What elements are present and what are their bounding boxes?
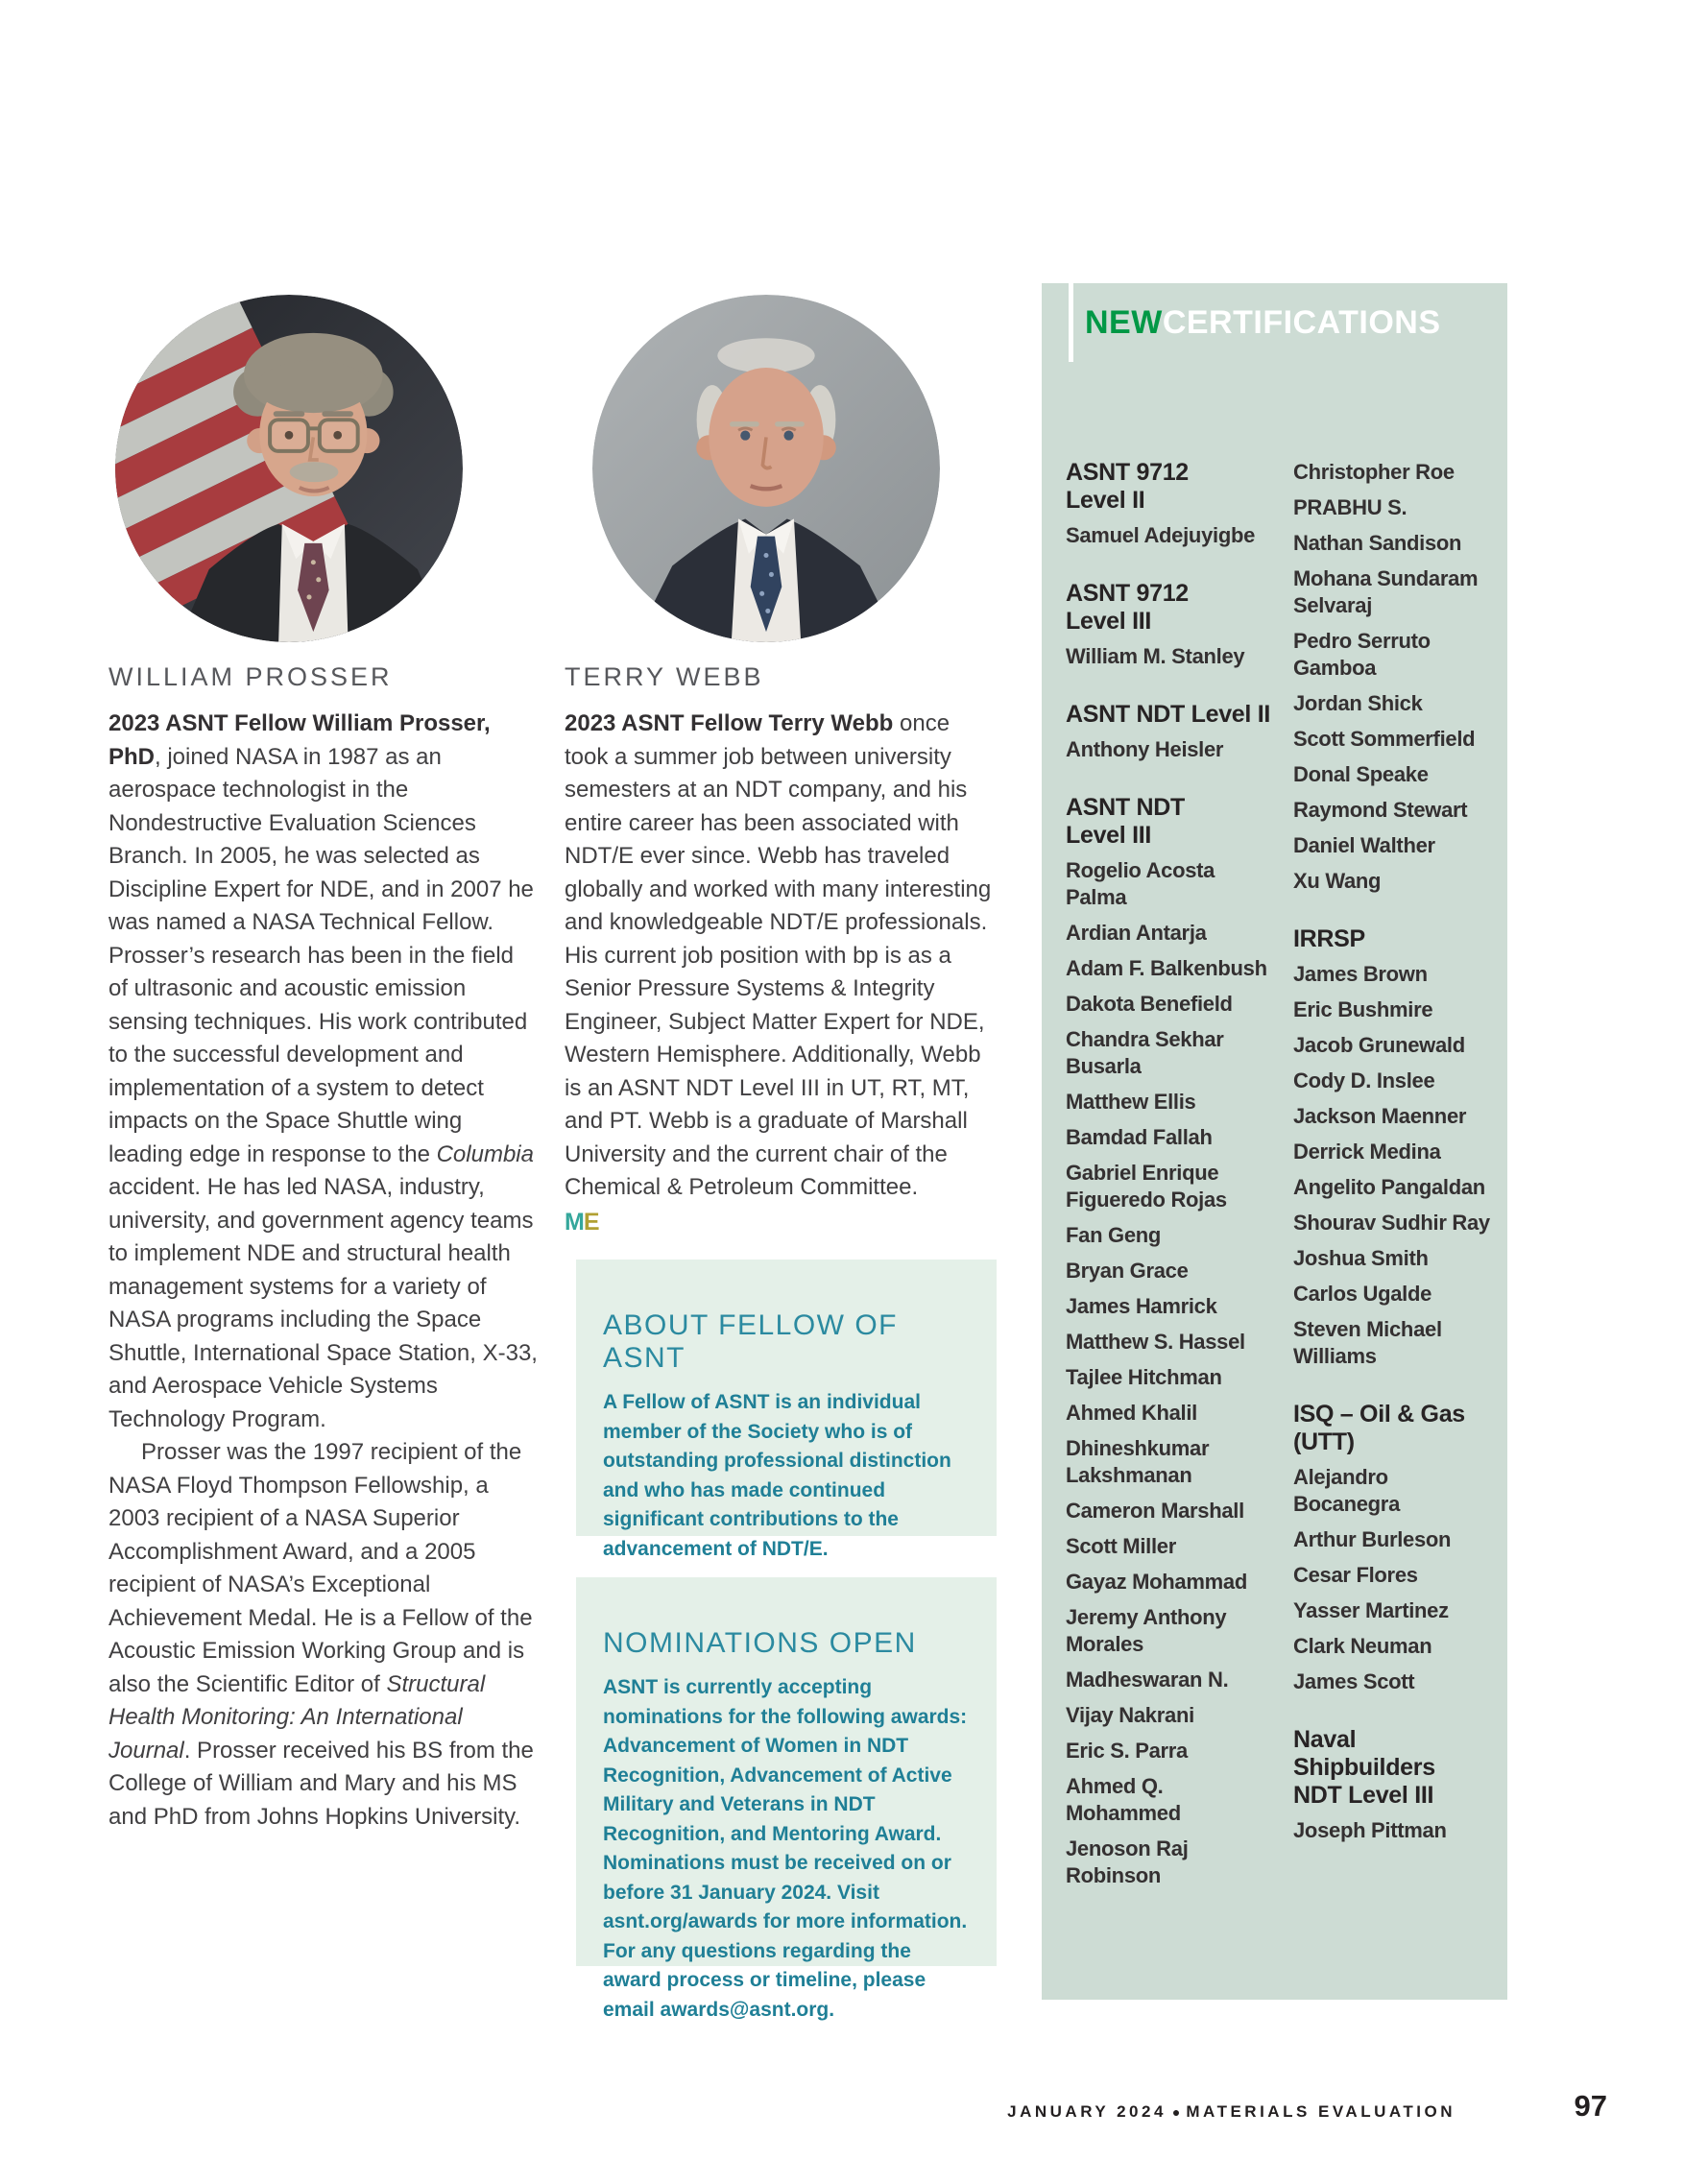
certification-name: Ardian Antarja [1066,921,1207,945]
footer-issue: JANUARY 2024 [1007,2102,1167,2121]
prosser-bio-section [108,662,538,1834]
certification-name: Anthony Heisler [1066,737,1224,761]
prosser-portrait-photo [115,295,463,642]
bio-paragraph [108,708,538,1436]
webb-bio-text [565,708,998,1205]
certification-name: Jordan Shick [1293,691,1423,715]
certification-name: Matthew Ellis [1066,1090,1196,1114]
prosser-bio-text [108,708,538,1834]
prosser-portrait-illustration [115,295,463,642]
bio-text-normal: once took a summer job between university semesters at an NDT company, and his entire career has been associated with NDT/E ever since. Webb has traveled globally and worked with many interesting and knowledgeable NDT/E professionals. His current job position with bp is as a Senior Pressure Systems & Integrity Engineer, Subject Matter Expert for NDE, Western Hemisphere. Additionally, Webb is an ASNT NDT Level III in UT, RT, MT, and PT. Webb is a graduate of Marshall University and the current chair of the Chemical & Petroleum Committee. [565,710,992,1200]
me-logo-m: M [565,1208,584,1236]
certification-name: Yasser Martinez [1293,1598,1449,1622]
footer-page-number: 97 [1574,2089,1607,2123]
certification-group-heading: Naval Shipbuilders NDT Level III [1293,1726,1435,1809]
new-certifications-header [1085,283,1441,362]
certification-name: Gabriel Enrique Figueredo Rojas [1066,1161,1227,1212]
bio-text-normal: . Prosser received his BS from the College of William and Mary and his MS and PhD from Johns Hopkins University. [108,1737,534,1830]
footer-publication: MATERIALS EVALUATION [1186,2102,1455,2121]
certification-name: Scott Miller [1066,1534,1176,1558]
webb-bio-section [565,662,998,1236]
certification-name: Dhineshkumar Lakshmanan [1066,1436,1210,1487]
certification-name: Jackson Maenner [1293,1104,1467,1128]
certification-name: Nathan Sandison [1293,531,1462,555]
materials-evaluation-end-logo [565,1209,998,1236]
certification-name: Cesar Flores [1293,1563,1418,1587]
certification-group [1293,459,1495,895]
certification-name: PRABHU S. [1293,495,1407,519]
certification-name: Steven Michael Williams [1293,1317,1442,1368]
nominations-body: ASNT is currently accepting nominations for the following awards: Advancement of Women in NDT Recognition, Advancement of Active Military and Veterans in NDT Recognition, and Mentoring Award. Nominations must be received on or before 31 January 2024. Visit asnt.org/awards for more information. For any questions regarding the award process or timeline, please email awards@asnt.org. [603,1676,968,2021]
certifications-column-left [1066,459,1279,1920]
certification-name: James Scott [1293,1669,1415,1693]
certification-name: Xu Wang [1293,869,1382,893]
certification-name: Cody D. Inslee [1293,1068,1435,1092]
bio-text-normal: Prosser was the 1997 recipient of the NASA Floyd Thompson Fellowship, a 2003 recipient of a NASA Superior Accomplishment Award, and a 2005 recipient of NASA’s Exceptional Achievement Medal. He is a Fellow of the Acoustic Emission Working Group and is also the Scientific Editor of [108,1439,533,1697]
certification-name: Mohana Sundaram Selvaraj [1293,566,1479,617]
certification-name: Rogelio Acosta Palma [1066,858,1215,909]
header-certifications-label: CERTIFICATIONS [1162,303,1441,341]
certification-name: Ahmed Khalil [1066,1401,1197,1425]
me-logo-e: E [583,1208,599,1236]
certification-name: Chandra Sekhar Busarla [1066,1027,1224,1078]
webb-name-heading: TERRY WEBB [565,662,764,691]
certification-group [1066,580,1279,670]
bio-text-italic: Structural Health Monitoring: An International Journal [108,1670,486,1764]
certification-name: Madheswaran N. [1066,1668,1229,1692]
certification-name: Jeremy Anthony Morales [1066,1605,1227,1656]
certification-name: Shourav Sudhir Ray [1293,1211,1490,1235]
certification-group-heading: ASNT 9712 Level II [1066,459,1189,514]
certification-name: Fan Geng [1066,1223,1162,1247]
certification-name: James Hamrick [1066,1294,1217,1318]
certifications-column-right [1293,459,1495,1875]
certification-name: Bamdad Fallah [1066,1125,1213,1149]
certification-name: Gayaz Mohammad [1066,1570,1247,1594]
footer-separator-dot: ● [1171,2104,1181,2120]
certification-group [1066,701,1279,763]
bio-text-italic: Columbia [436,1140,534,1167]
footer-journal-line [1007,2102,1455,2122]
certification-name: Daniel Walther [1293,833,1435,857]
new-certifications-panel [1042,283,1507,2000]
certification-name: Eric S. Parra [1066,1739,1188,1763]
certification-name: Jacob Grunewald [1293,1033,1465,1057]
bio-paragraph [108,1436,538,1834]
certification-name: Pedro Serruto Gamboa [1293,629,1431,680]
certification-name: Cameron Marshall [1066,1499,1244,1523]
certification-name: Joseph Pittman [1293,1818,1447,1842]
bio-text-normal: accident. He has led NASA, industry, university, and government agency teams to implement NDE and structural health management systems for a variety of NASA programs including the Space Shuttle, International Space Station, X-33, and Aerospace Vehicle Systems Technology Program. [108,1174,538,1432]
header-accent-bar [1069,283,1073,362]
certification-name: Matthew S. Hassel [1066,1330,1245,1354]
about-fellow-body: A Fellow of ASNT is an individual member of the Society who is of outstanding professional distinction and who has made continued significant contributions to the advancement of NDT/E. [603,1391,951,1560]
certification-name: Arthur Burleson [1293,1527,1452,1551]
certification-name: Angelito Pangaldan [1293,1175,1485,1199]
certification-group-heading: IRRSP [1293,925,1365,952]
certification-name: Alejandro Bocanegra [1293,1465,1401,1516]
certification-group-heading: ASNT NDT Level III [1066,794,1185,849]
certification-name: Bryan Grace [1066,1259,1189,1283]
certification-group-heading: ASNT NDT Level II [1066,701,1270,728]
bio-text-normal: , joined NASA in 1987 as an aerospace technologist in the Nondestructive Evaluation Sciences Branch. In 2005, he was selected as Discipline Expert for NDE, and in 2007 he was named a NASA Technical Fellow. Prosser’s research has been in the field of ultrasonic and acoustic emission sensing techniques. His work contributed to the successful development and implementation of a system to detect impacts on the Space Shuttle wing leading edge in response to the [108,743,534,1167]
certification-name: Ahmed Q. Mohammed [1066,1774,1181,1825]
certification-name: Adam F. Balkenbush [1066,956,1267,980]
certification-name: Derrick Medina [1293,1140,1441,1164]
certification-group [1066,459,1279,549]
certification-name: Eric Bushmire [1293,997,1433,1021]
certification-group [1293,1401,1495,1695]
webb-portrait-photo [592,295,940,642]
bio-text-bold: 2023 ASNT Fellow Terry Webb [565,710,894,736]
certification-name: Tajlee Hitchman [1066,1365,1222,1389]
certification-name: Scott Sommerfield [1293,727,1476,751]
nominations-open-box [576,1577,997,2021]
certification-group-heading: ISQ – Oil & Gas (UTT) [1293,1401,1465,1455]
certification-name: Vijay Nakrani [1066,1703,1194,1727]
certification-group [1066,794,1279,1889]
certification-name: William M. Stanley [1066,644,1245,668]
certification-name: Donal Speake [1293,762,1429,786]
certification-group [1293,925,1495,1370]
certification-name: Carlos Ugalde [1293,1282,1432,1306]
certification-name: Jenoson Raj Robinson [1066,1836,1189,1887]
certification-name: Christopher Roe [1293,460,1455,484]
about-fellow-title: ABOUT FELLOW OF ASNT [603,1309,898,1374]
prosser-name-heading: WILLIAM PROSSER [108,662,393,691]
bio-text-bold: 2023 ASNT Fellow William Prosser, PhD [108,710,491,770]
certification-name: Raymond Stewart [1293,798,1468,822]
certification-name: James Brown [1293,962,1428,986]
certification-group [1293,1726,1495,1844]
bio-paragraph [565,708,998,1205]
certification-name: Clark Neuman [1293,1634,1432,1658]
webb-portrait-illustration [592,295,940,642]
certification-group-heading: ASNT 9712 Level III [1066,580,1189,635]
certification-name: Samuel Adejuyigbe [1066,523,1256,547]
certification-name: Joshua Smith [1293,1246,1429,1270]
certification-name: Dakota Benefield [1066,992,1233,1016]
nominations-title: NOMINATIONS OPEN [603,1627,917,1659]
header-new-label: NEW [1085,303,1163,341]
about-fellow-box [576,1260,997,1560]
